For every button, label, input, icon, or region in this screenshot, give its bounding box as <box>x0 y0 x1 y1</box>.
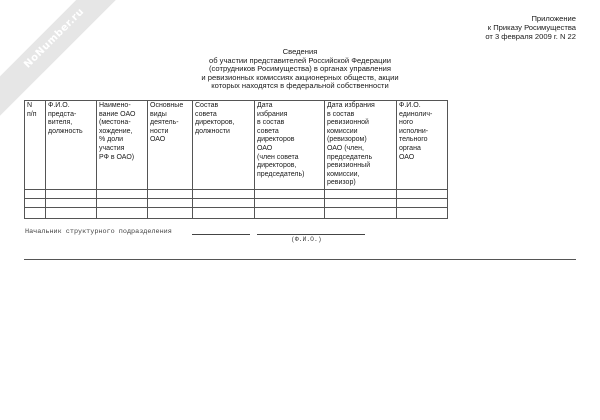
table-cell[interactable] <box>46 207 97 218</box>
header-text: N п/п <box>27 102 37 118</box>
appendix-line: Приложение <box>531 14 576 23</box>
document-title <box>150 48 450 91</box>
table-cell[interactable] <box>97 207 148 218</box>
table-cell[interactable] <box>148 198 193 207</box>
title-line: и ревизионных комиссиях акционерных обществ, акции <box>201 72 399 82</box>
header-text: Ф.И.О. предста- вителя, должность <box>48 102 83 135</box>
table-cell[interactable] <box>193 207 255 218</box>
table-row <box>25 198 448 207</box>
header-executive <box>397 101 448 190</box>
header-board-election-date <box>255 101 325 190</box>
title-line: об участии представителей Российской Федерации <box>209 55 391 65</box>
header-board-composition <box>193 101 255 190</box>
table-cell[interactable] <box>255 207 325 218</box>
table-cell[interactable] <box>397 189 448 198</box>
table-cell[interactable] <box>25 189 46 198</box>
appendix-line: от 3 февраля 2009 г. N 22 <box>485 32 576 42</box>
table-cell[interactable] <box>397 207 448 218</box>
header-text: Дата избрания в состав совета директоров ОАО (член совета директоров, председатель) <box>257 102 305 178</box>
header-representative <box>46 101 97 190</box>
table-cell[interactable] <box>25 207 46 218</box>
table-cell[interactable] <box>97 198 148 207</box>
title-line: Сведения <box>282 47 318 56</box>
signature-line[interactable] <box>192 234 250 235</box>
table-cell[interactable] <box>46 189 97 198</box>
report-table <box>24 100 448 219</box>
title-line: (сотрудников Росимущества) в органах управления <box>209 64 391 74</box>
table-cell[interactable] <box>193 189 255 198</box>
header-activities <box>148 101 193 190</box>
fio-line[interactable] <box>257 234 365 235</box>
table-cell[interactable] <box>97 189 148 198</box>
header-text: Ф.И.О. единолич- ного исполни- тельного органа ОАО <box>399 102 433 161</box>
table-header-row <box>25 101 448 190</box>
header-audit-election-date <box>325 101 397 190</box>
table-cell[interactable] <box>25 198 46 207</box>
table-cell[interactable] <box>193 198 255 207</box>
table-cell[interactable] <box>325 189 397 198</box>
table-cell[interactable] <box>255 198 325 207</box>
header-text: Основные виды деятель- ности ОАО <box>150 102 184 144</box>
header-text: Наимено- вание ОАО (местона- хождение, % доли участия РФ в ОАО) <box>99 102 136 161</box>
header-text: Состав совета директоров, должности <box>195 102 235 135</box>
table-row <box>25 189 448 198</box>
signature-label: Начальник структурного подразделения <box>25 228 172 236</box>
header-company-name <box>97 101 148 190</box>
table-cell[interactable] <box>397 198 448 207</box>
table-cell[interactable] <box>148 207 193 218</box>
appendix-reference <box>485 14 576 42</box>
bottom-divider <box>24 259 576 260</box>
table-cell[interactable] <box>325 207 397 218</box>
header-number <box>25 101 46 190</box>
watermark: NoNumber.ru <box>21 5 87 71</box>
title-line: которых находятся в федеральной собственности <box>211 81 389 91</box>
fio-caption: (Ф.И.О.) <box>291 236 322 243</box>
table-cell[interactable] <box>148 189 193 198</box>
table-cell[interactable] <box>325 198 397 207</box>
table-cell[interactable] <box>46 198 97 207</box>
header-text: Дата избрания в состав ревизионной комиссии (ревизором) ОАО (член, председатель ревизионный комиссии, ревизор) <box>327 102 375 187</box>
table-cell[interactable] <box>255 189 325 198</box>
appendix-line: к Приказу Росимущества <box>487 23 576 33</box>
table-row <box>25 207 448 218</box>
